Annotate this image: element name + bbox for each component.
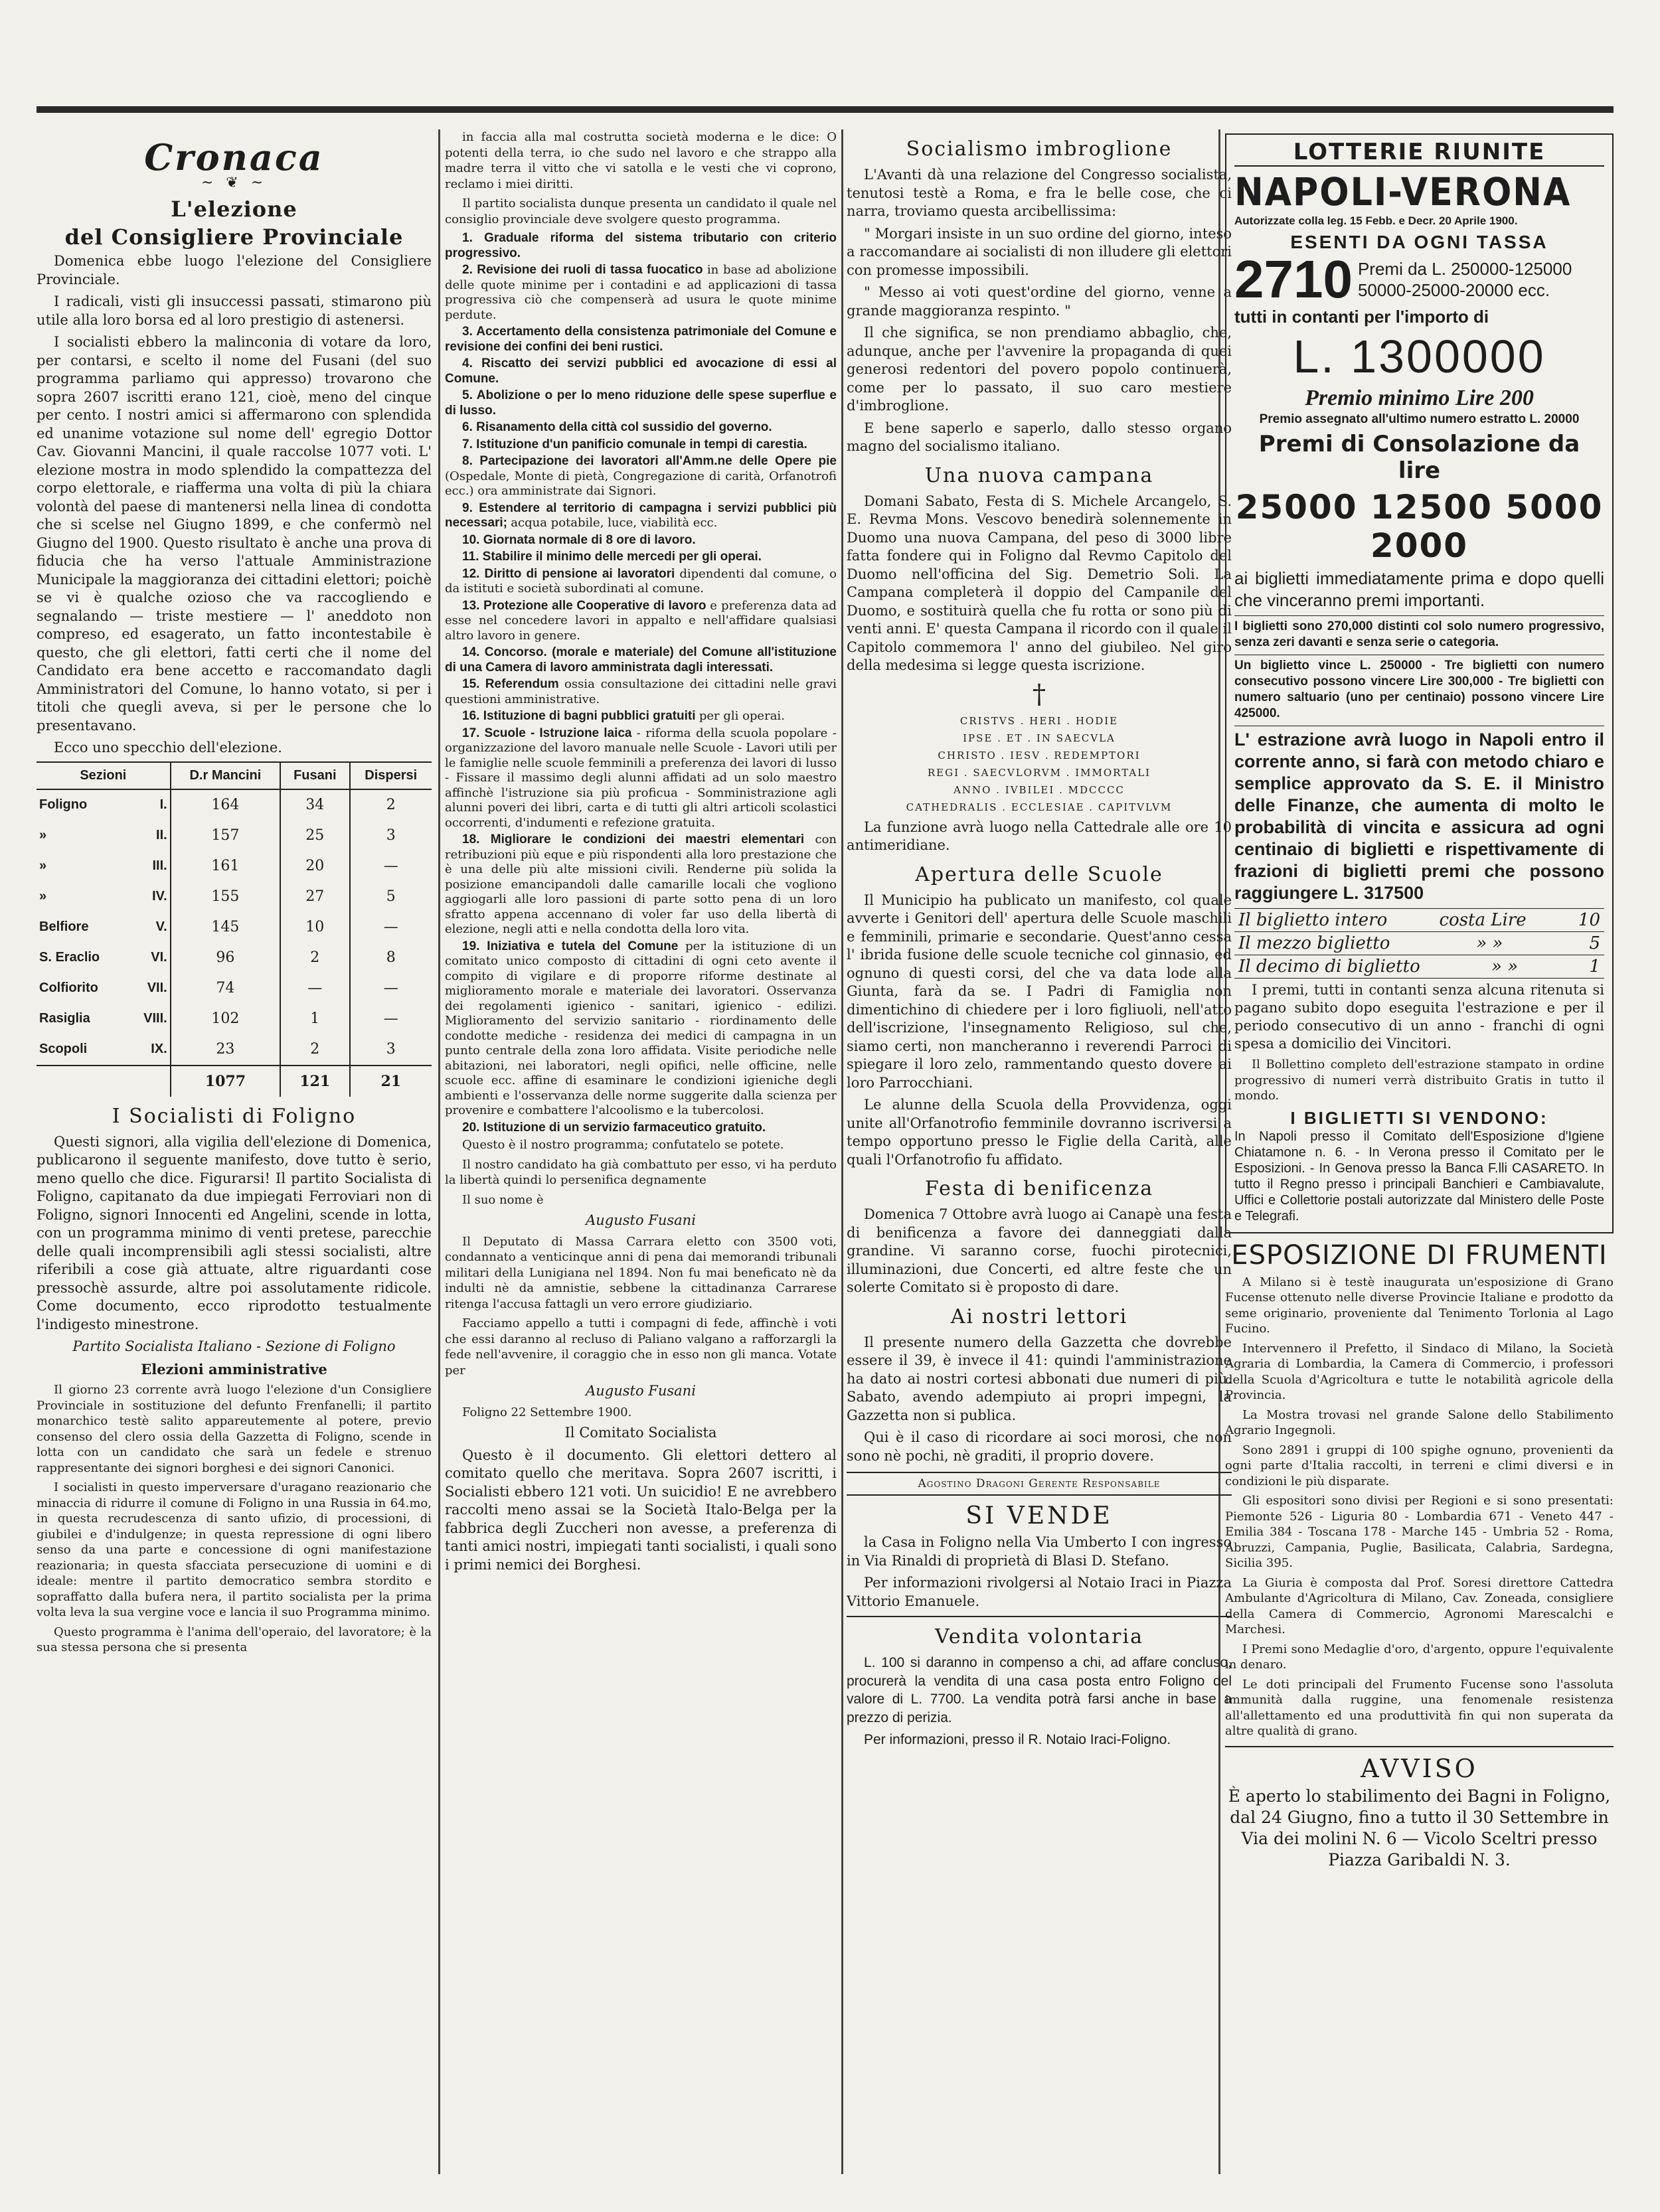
lottery-tax-free: ESENTI DA OGNI TASSA [1290, 232, 1548, 252]
table-total: 121 [280, 1066, 349, 1097]
column-divider [841, 129, 843, 2174]
table-cell: 1 [280, 1004, 349, 1034]
table-cell: » [39, 889, 47, 904]
program-number: 13. [462, 598, 484, 613]
table-cell: 27 [280, 882, 349, 912]
program-detail: in base ad abolizione delle quote minime per i contadini e ad applicazioni di tassa progressiva ciò che compenserà ad usura le quote minime perdute. [445, 263, 837, 322]
program-number: 1. [462, 231, 485, 245]
program-list [445, 231, 837, 1135]
lottery-prices [1234, 908, 1604, 978]
program-number: 2. [462, 263, 477, 277]
paragraph: Domenica ebbe luogo l'elezione del Consigliere Provinciale. [37, 253, 432, 287]
prize-amounts-line: 50000-25000-20000 ecc. [1357, 280, 1550, 300]
price-val: 10 [1578, 910, 1600, 930]
table-cell: — [350, 851, 432, 882]
lottery-extraction: L' estrazione avrà luogo in Napoli entro il corrente anno, si farà con metodo chiaro e semplice approvato da S. E. il Ministro delle Finanze, che aumenta di molto le probabilità di vincita e assicura ad ogni centinaio di biglietti e rispettivamente di frazioni di biglietti premi che possono raggiungere L. 317500 [1234, 726, 1604, 904]
table-cell: IX. [151, 1042, 167, 1056]
program-item [445, 709, 837, 724]
column-2 [445, 129, 837, 2174]
table-cell: IV. [152, 889, 167, 904]
program-title: Istituzione di bagni pubblici gratuiti [483, 709, 699, 723]
program-number: 12. [462, 566, 485, 581]
paragraph: Il partito socialista dunque presenta un candidato il quale nel consiglio provinciale deve svolgere questo programma. [445, 197, 837, 226]
lottery-text: I premi, tutti in contanti senza alcuna ritenuta si pagano subito dopo eseguita l'estrazione e per il periodo consecutivo di un anno - franchi di ogni spesa a domicilio dei Vincitori. [1234, 978, 1604, 1053]
paragraph: E bene saperlo e saperlo, dallo stesso organo magno del socialismo italiano. [847, 420, 1232, 454]
paragraph: A Milano si è testè inaugurata un'esposizione di Grano Fucense ottenuto nelle diverse Provincie Italiane e prodotto da seme originario, proveniente dal Tenimento Torlonia al Lago Fucino. [1225, 1275, 1614, 1336]
program-number: 11. [462, 550, 483, 564]
program-number: 14. [462, 645, 485, 659]
paragraph: Domenica 7 Ottobre avrà luogo ai Canapè una festa di benificenza a favore dei danneggiati dalla grandine. Vi saranno corse, fuochi pirotecnici, illuminazioni, due Concerti, ed altre feste che un solerte Comitato si è proposto di dare. [847, 1206, 1232, 1295]
article-title: Ai nostri lettori [950, 1304, 1128, 1328]
table-row [37, 912, 432, 943]
paragraph: La Giuria è composta dal Prof. Soresi direttore Cattedra Ambulante d'Agricoltura di Milano, Cav. Zoneada, consigliere della Camera di Commercio, Agronomi Marescalchi e Marchesi. [1225, 1575, 1614, 1636]
paragraph: " Messo ai voti quest'ordine del giorno, venne a grande maggioranza respinto. " [847, 284, 1232, 319]
table-cell: VI. [151, 950, 167, 965]
top-rule [37, 106, 1614, 113]
article-title: Apertura delle Scuole [915, 862, 1163, 886]
program-title: Abolizione o per lo meno riduzione delle spese superflue e di lusso. [445, 388, 837, 418]
paragraph: Intervennero il Prefetto, il Sindaco di Milano, la Società Agraria di Lombardia, la Camera di Commercio, i professori della Scuola d'Agricoltura e tutte le notabilità agricole della Provincia. [1225, 1341, 1614, 1402]
table-cell: Rasiglia [39, 1011, 90, 1026]
table-cell: » [39, 858, 47, 873]
table-cell: 20 [280, 851, 349, 882]
article-body [847, 493, 1232, 675]
appeal-text: Facciamo appello a tutti i compagni di fede, affinchè i voti che essi daranno al recluso di Paliano valgano a rafforzargli la fede nell'avvenire, il coraggio che in esso non gli manca. Votate per [445, 1316, 837, 1378]
program-item [445, 1121, 837, 1136]
paragraph: Sono 2891 i gruppi di 100 spighe ognuno, provenienti da ogni parte d'Italia raccolti, in terreni e climi diversi e in condizioni le più disparate. [1225, 1443, 1614, 1488]
table-cell: Foligno [39, 797, 88, 812]
paragraph: Il che significa, se non prendiamo abbaglio, che, adunque, anche per l'avvenire la propaganda di quei generosi redentori del povero popolo continuerà, come per lo passato, il suo caro mestiere d'imbroglione. [847, 325, 1232, 414]
program-title: Scuole - Istruzione laica [484, 726, 637, 740]
paragraph: Il suo nome è [462, 1192, 544, 1207]
price-label: Il mezzo biglietto [1238, 933, 1390, 953]
table-cell: 2 [280, 1034, 349, 1066]
table-cell: 34 [280, 789, 349, 821]
table-cell: Colfiorito [39, 981, 98, 995]
price-val: 5 [1589, 933, 1600, 953]
program-number: 8. [462, 454, 480, 468]
program-title: Risanamento della città col sussidio del governo. [476, 420, 772, 434]
article-body [1225, 1275, 1614, 1739]
candidate-name: Augusto Fusani [586, 1383, 696, 1399]
ad-title: Vendita volontaria [934, 1625, 1143, 1648]
lottery-last-prize: Premio assegnato all'ultimo numero estratto L. 20000 [1259, 412, 1580, 426]
article-title: Socialismo imbroglione [906, 137, 1173, 161]
section-masthead: Cronaca [144, 136, 324, 179]
closing-text: Questo è il documento. Gli elettori dettero al comitato quello che meritava. Sopra 2607 iscritti, i Socialisti ebbero 121 voti. Un suicidio! E ne avrebbero raccolti meno assai se la Società Italo-Belga per la fabbrica degli Zuccheri non avesse, a preferenza di tanti amici nostri, impiegati tanti socialisti, i quali sono i primi nemici dei Borghesi. [445, 1447, 837, 1573]
program-item [445, 599, 837, 644]
program-item [445, 533, 837, 548]
table-row [37, 1004, 432, 1034]
divider [847, 1616, 1232, 1617]
table-cell: 23 [171, 1034, 280, 1066]
paragraph: Le alunne della Scuola della Provvidenza, oggi unite all'Orfanotrofio femminile dovranno iscriversi a tempo opportuno presso le Figlie della Carità, alle quali l'Orfanotrofio fu affidato. [847, 1097, 1232, 1168]
paragraph: Questo programma è l'anima dell'operaio, del lavoratore; è la sua stessa persona che si presenta [37, 1624, 432, 1654]
price-label: Il biglietto intero [1238, 910, 1388, 930]
ad-title: SI VENDE [965, 1502, 1113, 1530]
paragraph: Qui è il caso di ricordare ai soci morosi, che non sono nè pochi, nè graditi, il proprio dovere. [847, 1429, 1232, 1464]
program-title: Revisione dei ruoli di tassa fuocatico [477, 263, 707, 277]
program-title: Riscatto dei servizi pubblici ed avocazione di essi al Comune. [445, 356, 837, 386]
program-item [445, 832, 837, 937]
lottery-cash: tutti in contanti per l'importo di [1234, 307, 1489, 327]
program-title: Istituzione di un servizio farmaceutico gratuito. [483, 1120, 766, 1135]
program-title: Concorso. (morale e materiale) del Comune all'istituzione di una Camera di lavoro amministrata dagli interessati. [445, 645, 837, 674]
program-item [445, 454, 837, 499]
quote-block [847, 225, 1232, 321]
table-cell: 96 [171, 943, 280, 973]
table-header: Sezioni [37, 762, 171, 789]
lottery-city: NAPOLI-VERONA [1234, 169, 1572, 214]
table-cell: 3 [350, 821, 432, 851]
program-item [445, 263, 837, 323]
lottery-title: LOTTERIE RIUNITE [1234, 139, 1604, 167]
program-number: 17. [462, 726, 485, 740]
program-item [445, 437, 837, 453]
table-cell: 102 [171, 1004, 280, 1034]
paragraph: Per informazioni, presso il R. Notaio Iraci-Foligno. [864, 1732, 1171, 1747]
article-title: L'elezione [171, 197, 297, 222]
table-cell: V. [155, 919, 167, 934]
price-curr: costa Lire [1439, 910, 1527, 930]
table-row [37, 1034, 432, 1066]
inscription-line: CHRISTO . IESV . REDEMPTORI [938, 749, 1141, 761]
table-cell: 8 [350, 943, 432, 973]
program-number: 9. [462, 501, 479, 515]
lottery-prize-count [1234, 250, 1604, 309]
ad-body [847, 1534, 1232, 1611]
price-row [1234, 931, 1604, 955]
table-row [37, 943, 432, 973]
ad-body [847, 1654, 1232, 1749]
lottery-text: ai biglietti immediatamente prima e dopo quelli che vinceranno premi importanti. [1234, 568, 1604, 610]
column-4 [1225, 129, 1614, 2174]
price-label: Il decimo di biglietto [1238, 957, 1420, 977]
candidate-bio: Il Deputato di Massa Carrara eletto con 3500 voti, condannato a venticinque anni di pena dai memorandi tribunali militari della Lunigiana nel 1894. Non fu mai beneficato nè da indulti nè da amnistie, sebbene la cittadinanza Carrarese ritenga l'accusa fattagli un vero errore giudiziario. [445, 1234, 837, 1311]
table-cell: — [350, 912, 432, 943]
lottery-authorization: Autorizzate colla leg. 15 Febb. e Decr. 20 Aprile 1900. [1234, 214, 1518, 227]
program-title: Graduale riforma del sistema tributario con criterio progressivo. [445, 231, 837, 260]
program-title: Accertamento della consistenza patrimoniale del Comune e revisione dei confini dei beni rustici. [445, 325, 837, 354]
paragraph: Le doti principali del Frumento Fucense sono l'assoluta immunità dalla ruggine, una fenomenale resistenza all'allettamento ed una produttività fin qui non superata da altre qualità di grano. [1225, 1677, 1614, 1738]
program-detail: per gli operai. [699, 709, 785, 723]
table-cell: » [39, 828, 47, 842]
inscription-line: CATHEDRALIS . ECCLESIAE . CAPITVLVM [906, 801, 1173, 813]
article-title: Festa di benificenza [924, 1177, 1154, 1200]
program-item [445, 726, 837, 831]
table-cell: 10 [280, 912, 349, 943]
price-val: 1 [1589, 957, 1600, 977]
paragraph: L. 100 si daranno in compenso a chi, ad affare concluso, procurerà la vendita di una casa posta entro Foligno del valore di L. 7700. La vendita potrà farsi anche in base a prezzo di perizia. [847, 1655, 1232, 1725]
table-row [37, 973, 432, 1004]
paragraph: Il Municipio ha publicato un manifesto, col quale avverte i Genitori dell' apertura delle Scuole maschili e femminili, primarie e secondarie. Quest'anno cessa l' ibrida fusione delle scuole tecniche col ginnasio, ed ognuno di questi corsi, del che va data lode alla Giunta, farà da se. I Padri di Famiglia non dimentichino di chiedere per i loro figliuoli, nell'atto dell'iscrizione, l'insegnamento Religioso, sul che, siamo certi, non mancheranno i reverendi Parroci di spiegare il loro zelo, rammentando questo dovere ai loro Parrocchiani. [847, 892, 1232, 1091]
paragraph: I socialisti ebbero la malinconia di votare da loro, per contarsi, e scelto il nome del Fusani (del suo programma parliamo qui appresso) trovarono che sopra 2607 iscritti erano 121, cioè, meno del cinque per cento. I nostri amici si affermarono con splendida ed unanime votazione sul nome dell' egregio Dottor Cav. Giovanni Mancini, il quale raccolse 1077 voti. L' elezione mostra in modo splendido la compattezza del corpo elettorale, e riafferma una volta di più la chiara volontà del paese di mantenersi nella linea di condotta che si scelse nel Giugno 1899, e che confermò nel Giugno del 1900. Questo risultato è anche una prova di fiducia che ha verso l'attuale Amministrazione Municipale la maggioranza dei cittadini elettori; poichè se vi è qualche ozioso che va raccogliendo e segnalando — triste mestiere — l' aneddoto non compreso, ed esagerato, un fatto incontestabile è questo, che gli elettori, fatti certi che il nome del Candidato era bene accetto e raccomandato dagli Amministratori del Comune, lo hanno votato, si per i titoli che quegli aveva, si per le persone che lo presentavano. [37, 334, 432, 734]
program-detail: con retribuzioni più eque e più rispondenti alla loro prestazione che è una delle più alte missioni civili. Renderne più solida la posizione emancipandoli dalle camarille locali che vogliono aggiogarli alle loro passioni di parte sotto pena di un loro sfratto appena accennano di voler far uso della libertà di elezione, negli atti e nella condotta della loro vita. [445, 832, 837, 936]
program-item [445, 567, 837, 597]
program-number: 3. [462, 325, 477, 339]
table-cell: 2 [280, 943, 349, 973]
table-row [37, 851, 432, 882]
price-curr: » » [1476, 933, 1503, 953]
inscription-line: CRISTVS . HERI . HODIE [959, 714, 1119, 727]
lottery-sales-locations: In Napoli presso il Comitato dell'Esposizione d'Igiene Chiatamone n. 6. - In Verona presso il Comitato per le Esposizioni. - In Genova presso la Banca F.lli CASARETO. In tutto il Regno presso i principali Banchieri e Cambiavalute, Uffici e Collettorie postali autorizzate dal Ministero delle Poste e Telegrafi. [1234, 1129, 1604, 1224]
program-item [445, 325, 837, 355]
program-number: 16. [462, 709, 483, 723]
article-body [847, 1334, 1232, 1466]
table-cell: — [280, 973, 349, 1004]
article-body [37, 1382, 432, 1656]
lottery-consolation: Premi di Consolazione da lire [1258, 431, 1580, 484]
article-title: Una nuova campana [924, 463, 1154, 487]
article-body [847, 892, 1232, 1170]
column-1 [37, 129, 432, 2174]
divider [1225, 1746, 1614, 1747]
inscription-line: IPSE . ET . IN SAECVLA [963, 732, 1116, 744]
table-cell: 164 [171, 789, 280, 821]
program-detail: - riforma della scuola popolare - organizzazione del lavoro manuale nelle Scuole - Lavori utili per le famiglie nelle scuole femminili a preferenza dei lavori di lusso - Fissare il massimo degli alunni affidati ad un solo maestro affinchè l'istruzione sia più proficua - Somministrazione agli alunni poveri dei libri, carta e di tutti gli altri articoli scolastici occorrenti, d'indumenti e refezione gratuita. [445, 726, 837, 830]
program-title: Migliorare le condizioni dei maestri elementari [490, 832, 815, 846]
table-cell: 145 [171, 912, 280, 943]
paragraph: La Mostra trovasi nel grande Salone dello Stabilimento Agrario Ingegnoli. [1225, 1407, 1614, 1437]
program-title: Protezione alle Cooperative di lavoro [483, 598, 710, 613]
table-cell: III. [152, 858, 167, 873]
lottery-min-prize: Premio minimo Lire 200 [1305, 386, 1534, 410]
program-detail: per la istituzione di un comitato unico composto di cittadini di ogni ceto avente il compito di vigilare e di proporre riforme destinate al miglioramento morale e materiale dei lavoratori. Osservanza dei regolamenti igienico - sanitari, igienico - edilizi. Miglioramento del servizio sanitario - riordinamento delle condotte mediche - residenza dei medici di campagna in un punto centrale della zona loro affidata. Visite periodiche nelle abitazioni, nei laboratori, negli opifici, nelle officine, nelle scuole ecc. affine di esaminare le condizioni igieniche degli ambienti e l'osservanza delle norme suggerite dalla scienza per provenire e combattere l'alcoolismo e la tubercolosi. [445, 939, 837, 1117]
table-header: Dispersi [350, 762, 432, 789]
program-item [445, 550, 837, 565]
paragraph: Il giorno 23 corrente avrà luogo l'elezione d'un Consigliere Provinciale in sostituzione del defunto Frenfanelli; il partito monarchico testè salito appareutemente al potere, previo consenso del clero ossia della Gazzetta di Foligno, scende in lotta con un candidato che sarà un fedele e strenuo rappresentante dei signori borghesi e dei signori Canonici. [37, 1383, 432, 1475]
table-total: 1077 [171, 1066, 280, 1097]
article-body: La funzione avrà luogo nella Cattedrale alle ore 10 antimeridiane. [847, 819, 1232, 853]
price-row [1234, 955, 1604, 978]
table-row [37, 882, 432, 912]
article-body [847, 324, 1232, 456]
article-title: I Socialisti di Foligno [112, 1104, 357, 1128]
program-title: Giornata normale di 8 ore di lavoro. [483, 532, 696, 547]
paragraph: Domani Sabato, Festa di S. Michele Arcangelo, S. E. Revma Mons. Vescovo benedirà solennemente in Duomo una nuova Campana, del peso di 3000 libre fatta fondere qui in Foligno dal Revmo Capitolo del Duomo nell'officina del Sig. Demetrio Soli. La Campana completerà il doppio del Campanile del Duomo, e sostituirà quella che fu rotta or sono più di venti anni. E' questa Campana il ricordo con il quale il Capitolo commemora l' anno del giubileo. Nel giro della medesima si legge questa iscrizione. [847, 493, 1232, 673]
table-cell: 155 [171, 882, 280, 912]
section-line: Partito Socialista Italiano - Sezione di Foligno [72, 1338, 396, 1354]
article-body [37, 252, 432, 757]
table-row [37, 821, 432, 851]
program-detail: dipendenti dal comune, o da istituti e società subordinati al comune. [445, 566, 837, 595]
program-number: 15. [462, 677, 485, 691]
paragraph: Questo è il nostro programma; confutatelo se potete. [462, 1138, 784, 1152]
gerente-line: Agostino Dragoni Gerente Responsabile [847, 1472, 1232, 1496]
program-detail: ossia consultazione dei cittadini nelle gravi questioni amministrative. [445, 677, 837, 706]
article-body [445, 1137, 837, 1208]
program-number: 19. [462, 939, 487, 953]
cross-icon: † [1033, 678, 1046, 710]
program-title: Stabilire il minimo delle mercedi per gli operai. [482, 550, 762, 564]
program-item [445, 356, 837, 386]
table-cell: 157 [171, 821, 280, 851]
election-table [37, 761, 432, 1097]
lottery-total: L. 1300000 [1293, 331, 1546, 382]
inscription-line: ANNO . IVBILEI . MDCCCC [954, 783, 1125, 796]
prize-count-number: 2710 [1234, 250, 1353, 309]
paragraph: Ecco uno specchio dell'elezione. [54, 740, 282, 755]
lottery-text: Un biglietto vince L. 250000 - Tre biglietti con numero consecutivo possono vincere Lire 300,000 - Tre biglietti con numero saltuario (uno per centinaio) possono vincere Lire 425000. [1234, 655, 1604, 722]
table-cell: 74 [171, 973, 280, 1004]
table-total-row [37, 1066, 432, 1097]
table-cell: VIII. [143, 1011, 167, 1026]
program-title: Iniziativa e tutela del Comune [487, 939, 686, 953]
table-header: Fusani [280, 762, 349, 789]
program-item [445, 645, 837, 675]
subheading: Elezioni amministrative [141, 1360, 327, 1378]
program-number: 4. [462, 356, 482, 370]
paragraph: la Casa in Foligno nella Via Umberto I con ingresso in Via Rinaldi di proprietà di Blasi D. Stefano. [847, 1534, 1232, 1569]
program-number: 6. [462, 420, 477, 434]
program-item [445, 420, 837, 435]
paragraph: I Premi sono Medaglie d'oro, d'argento, oppure l'equivalente in denaro. [1225, 1642, 1614, 1672]
lottery-consolation-amounts: 25000 12500 5000 2000 [1235, 488, 1604, 565]
program-title: Referendum [485, 677, 564, 691]
table-header: D.r Mancini [171, 762, 280, 789]
table-cell: 2 [350, 789, 432, 821]
candidate-name: Augusto Fusani [586, 1212, 696, 1228]
notice-text: È aperto lo stabilimento dei Bagni in Foligno, dal 24 Giugno, fino a tutto il 30 Settembre in Via dei molini N. 6 — Vicolo Sceltri presso Piazza Garibaldi N. 3. [1228, 1786, 1611, 1869]
paragraph: Il presente numero della Gazzetta che dovrebbe essere il 39, è invece il 41: quindi l'amministrazione ha dato ai nostri cortesi abbonati due numeri di più. Sabato, avendo adempiuto ai propri impegni, la Gazzetta non si publica. [847, 1334, 1232, 1423]
table-cell: 25 [280, 821, 349, 851]
table-cell: S. Eraclio [39, 950, 100, 965]
table-cell: 3 [350, 1034, 432, 1066]
article-intro: L'Avanti dà una relazione del Congresso socialista, tenutosi testè a Roma, e fra le belle cose, che ci narra, troviamo questa arcibellissima: [847, 167, 1232, 219]
table-cell: II. [156, 828, 167, 842]
program-number: 18. [462, 832, 491, 846]
prize-amounts-line: Premi da L. 250000-125000 [1357, 259, 1572, 279]
table-cell: Belfiore [39, 919, 89, 934]
paragraph: Questi signori, alla vigilia dell'elezione di Domenica, publicarono il seguente manifesto, dove tutto è serio, meno quello che dice. Figurarsi! Il partito Socialista di Foligno, capitanato da due impiegati Ferroviari non di Foligno, signori Innocenti ed Angelini, scende in lotta, con un programma minimo di venti pretese, parecchie delle quali incomprensibili agli stessi socialisti, altre riferibili a cose già attuate, altre riguardanti cose pressochè assurde, altre poi assolutamente ridicole. Come documento, ecco riprodotto testualmente l'indigesto minestrone. [37, 1133, 432, 1332]
paragraph: Per informazioni rivolgersi al Notaio Iraci in Piazza Vittorio Emanuele. [847, 1575, 1232, 1609]
article-body [847, 1206, 1232, 1297]
article-title: del Consigliere Provinciale [64, 224, 404, 250]
paragraph: " Morgari insiste in un suo ordine del giorno, inteso a raccomandare ai socialisti di non illudere gli elettori con promesse impossibili. [847, 225, 1232, 278]
program-item [445, 231, 837, 261]
article-body [445, 129, 837, 227]
paragraph: I socialisti in questo imperversare d'uragano reazionario che minaccia di ridurre il comune di Foligno in una Russia in 64.mo, in questa recrudescenza di santo ufizio, di processioni, di giubilei e d'indulgenze; in questa repressione di ogni libero senso da una parte e concessione di ogni manifestazione reazionaria; in questa sfacciata persecuzione di uomini e di ideale: mentre il partito democratico sembra stordito e sopraffatto dalla bufera nera, il partito socialista per la prima volta leva la sua vergine voce e lancia il suo Programma minimo. [37, 1480, 432, 1619]
program-title: Estendere al territorio di campagna i servizi pubblici più necessari; [445, 501, 837, 530]
program-number: 5. [462, 388, 477, 402]
program-detail: acqua potabile, luce, viabilità ecc. [511, 516, 718, 530]
program-item [445, 501, 837, 531]
prize-amounts [1358, 258, 1572, 301]
column-divider [438, 129, 440, 2174]
price-row [1234, 908, 1604, 931]
table-cell: — [350, 1004, 432, 1034]
paragraph: in faccia alla mal costrutta società moderna e le dice: O potenti della terra, io che sudo nel lavoro e che strappo alla madre terra il vitto che vi satolla e le vesti che vi coprono, reclamo i miei diritti. [445, 130, 837, 191]
paragraph: Il nostro candidato ha già combattuto per esso, vi ha perduto la libertà quindi lo persenifica degnamente [445, 1157, 837, 1187]
program-title: Partecipazione dei lavoratori all'Amm.ne delle Opere pie [479, 454, 837, 468]
program-item [445, 388, 837, 418]
program-number: 7. [462, 437, 477, 451]
program-detail: e preferenza data ad esse nel concedere lavori in appalto e nell'affidare qualsiasi altro lavoro in genere. [445, 598, 837, 643]
table-cell: VII. [147, 981, 167, 995]
date-line: Foligno 22 Settembre 1900. [462, 1405, 632, 1419]
table-cell: Scopoli [39, 1042, 88, 1056]
table-cell: 5 [350, 882, 432, 912]
latin-inscription [847, 715, 1232, 813]
program-number: 20. [462, 1120, 483, 1135]
program-number: 10. [462, 532, 483, 547]
lottery-text: Il Bollettino completo dell'estrazione stampato in ordine progressivo di numeri verrà distribuito Gratis in tutto il mondo. [1234, 1058, 1604, 1103]
lottery-text: I biglietti sono 270,000 distinti col solo numero progressivo, senza zeri davanti e senza serie o categoria. [1234, 615, 1604, 651]
lottery-sales: I BIGLIETTI SI VENDONO: [1290, 1107, 1548, 1128]
column-3 [847, 129, 1232, 2174]
paragraph: Gli espositori sono divisi per Regioni e si sono presentati: Piemonte 526 - Liguria 80 - Lombardia 671 - Veneto 447 - Emilia 384 - Toscana 178 - Marche 145 - Umbria 52 - Roma, Abruzzi, Campania, Puglie, Basilicata, Calabria, Sardegna, Sicilia 395. [1225, 1494, 1614, 1570]
program-title: Diritto di pensione ai lavoratori [484, 566, 680, 581]
article-title: ESPOSIZIONE DI FRUMENTI [1231, 1239, 1608, 1271]
paragraph: I radicali, visti gli insuccessi passati, stimarono più utile alla loro borsa ed al loro prestigio di astenersi. [37, 293, 432, 328]
table-row [37, 789, 432, 821]
program-item [445, 677, 837, 707]
program-item [445, 939, 837, 1119]
lottery-ad [1225, 133, 1614, 1233]
table-cell: — [350, 973, 432, 1004]
table-cell: I. [159, 797, 167, 812]
table-total: 21 [350, 1066, 432, 1097]
article-body [37, 1133, 432, 1334]
program-title: Istituzione d'un panificio comunale in tempi di carestia. [476, 437, 807, 451]
table-cell: 161 [171, 851, 280, 882]
program-detail: (Ospedale, Monte di pietà, Congregazione di carità, Orfanotrofi ecc.) ora amministrate dai Signori. [445, 469, 837, 498]
inscription-line: REGI . SAECVLORVM . IMMORTALI [927, 766, 1151, 779]
price-curr: » » [1491, 957, 1519, 977]
ornament-divider: ~ ❦ ~ [201, 175, 268, 191]
notice-title: AVVISO [1361, 1753, 1478, 1783]
signature: Il Comitato Socialista [564, 1425, 717, 1441]
